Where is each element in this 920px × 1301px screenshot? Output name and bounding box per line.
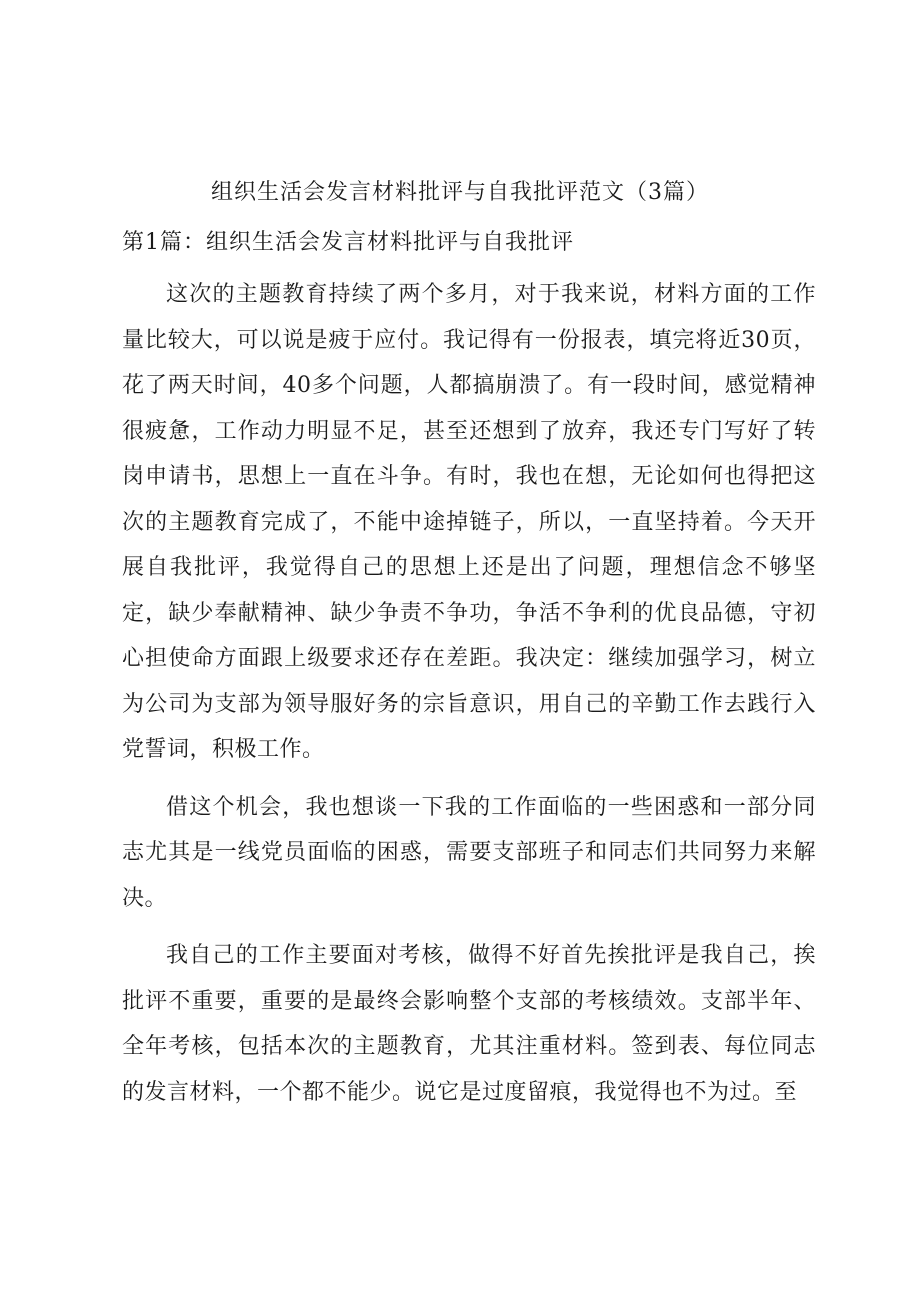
paragraph-2: 借这个机会，我也想谈一下我的工作面临的一些困惑和一部分同志尤其是一线党员面临的困惑，需要支部班子和同志们共同努力来解决。 [122,794,816,911]
paragraph-3: 我自己的工作主要面对考核，做得不好首先挨批评是我自己，挨批评不重要，重要的是最终会影响整个支部的考核绩效。支部半年、全年考核，包括本次的主题教育，尤其注重材料。签到表、每位同志的发言材料，一个都不能少。说它是过度留痕，我觉得也不为过。至 [122,943,816,1105]
document-title: 组织生活会发言材料批评与自我批评范文（3篇） [211,180,709,205]
document-body [122,272,816,1127]
section-heading: 第1篇：组织生活会发言材料批评与自我批评 [122,230,574,255]
paragraph-1: 这次的主题教育持续了两个多月，对于我来说，材料方面的工作量比较大，可以说是疲于应付。我记得有一份报表，填完将近30页，花了两天时间，40多个问题，人都搞崩溃了。有一段时间，感觉精神很疲惫，工作动力明显不足，甚至还想到了放弃，我还专门写好了转岗申请书，思想上一直在斗争。有时，我也在想，无论如何也得把这次的主题教育完成了，不能中途掉链子，所以，一直坚持着。今天开展自我批评，我觉得自己的思想上还是出了问题，理想信念不够坚定，缺少奉献精神、缺少争责不争功，争活不争利的优良品德，守初心担使命方面跟上级要求还存在差距。我决定：继续加强学习，树立为公司为支部为领导服好务的宗旨意识，用自己的辛勤工作去践行入党誓词，积极工作。 [122,282,816,762]
